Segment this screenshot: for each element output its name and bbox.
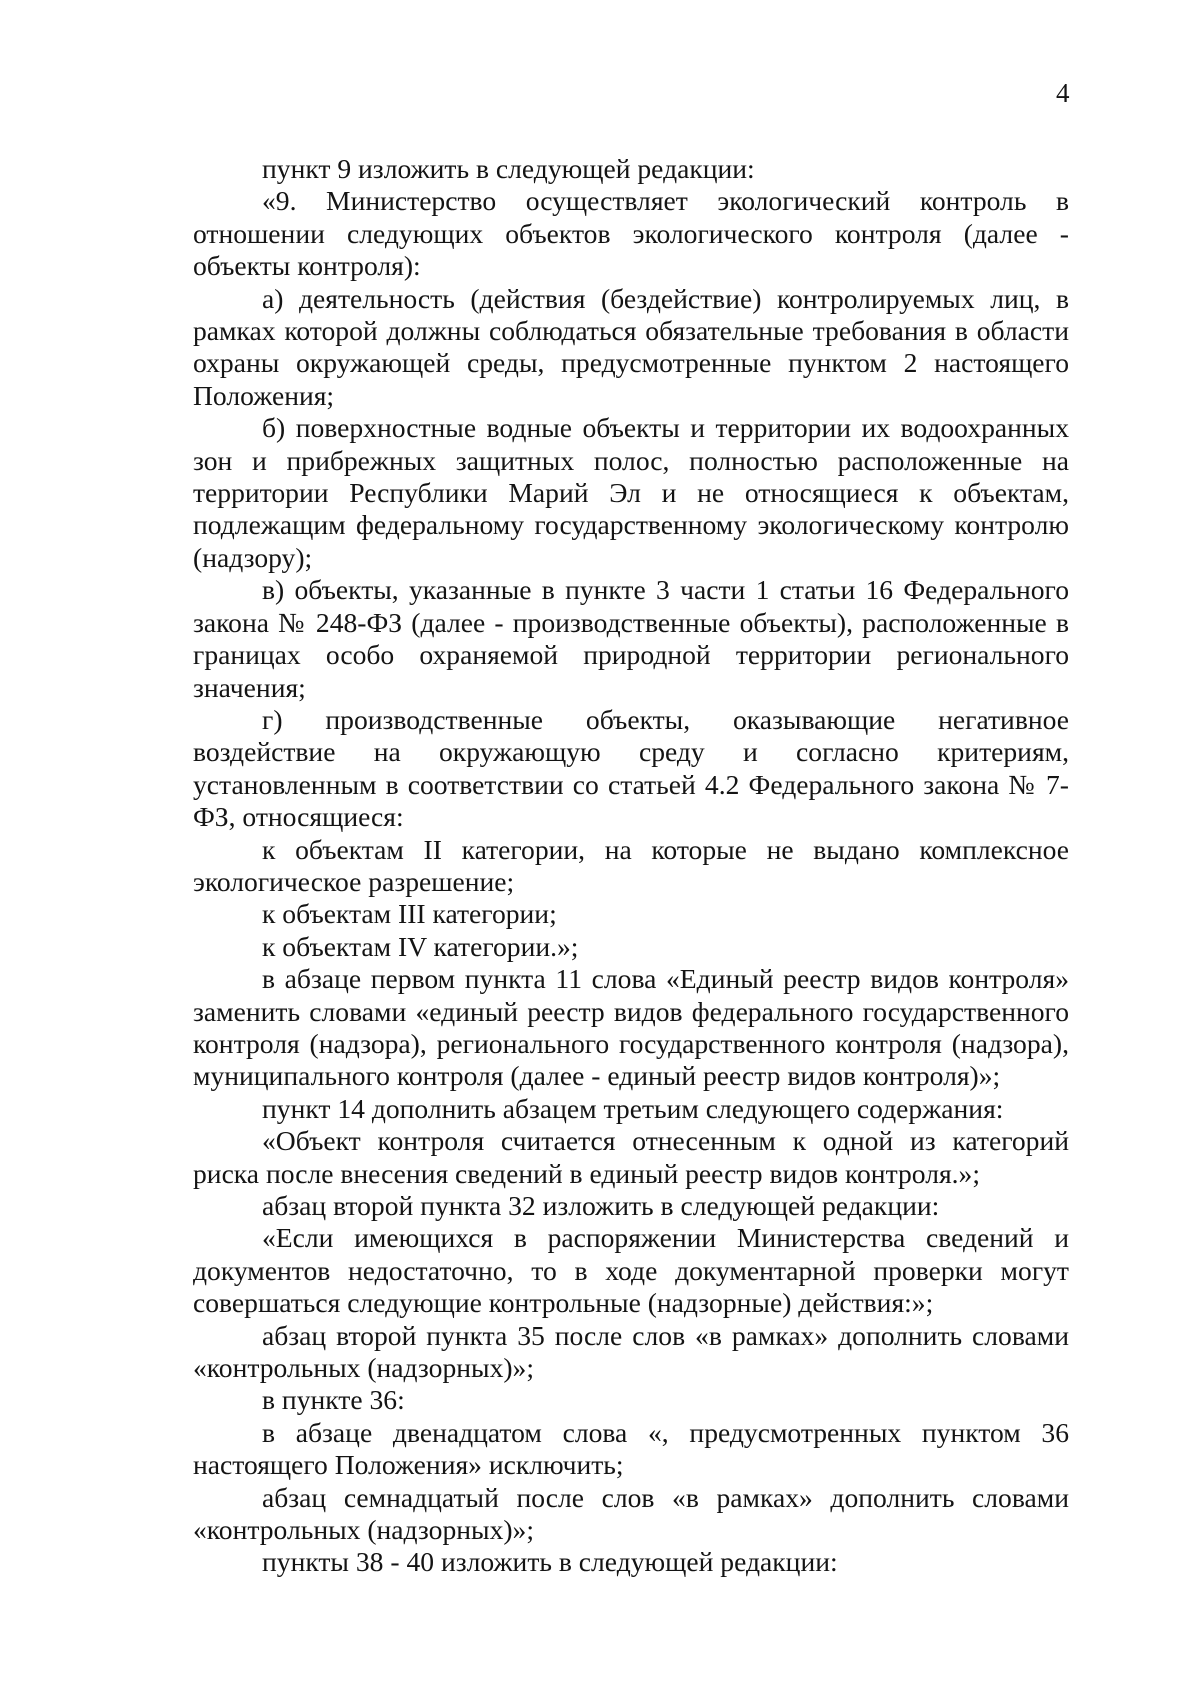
paragraph-item-9-main: «9. Министерство осуществляет экологический контроль в отношении следующих объектов экологического контроля (далее - объекты контроля):: [193, 185, 1069, 282]
paragraph-item-14: пункт 14 дополнить абзацем третьим следующего содержания:: [262, 1092, 1004, 1124]
paragraph-category-2: к объектам II категории, на которые не выдано комплексное экологическое разрешение;: [193, 833, 1069, 897]
paragraph-item-14-text: «Объект контроля считается отнесенным к одной из категорий риска после внесения сведений в единый реестр видов контроля.»;: [193, 1125, 1069, 1189]
paragraph-subitem-a: а) деятельность (действия (бездействие) контролируемых лиц, в рамках которой должны соблюдаться обязательные требования в области охраны окружающей среды, предусмотренные пунктом 2 настоящего Положения;: [193, 282, 1069, 411]
paragraph-item-11: в абзаце первом пункта 11 слова «Единый реестр видов контроля» заменить словами «единый реестр видов федерального государственного контроля (надзора), регионального государственного контроля (надзора), муниципального контроля (далее - единый реестр видов контроля)»;: [193, 963, 1069, 1092]
paragraph-category-4: к объектам IV категории.»;: [262, 930, 579, 962]
page-number: 4: [1056, 78, 1070, 108]
paragraph-items-38-40: пункты 38 - 40 изложить в следующей редакции:: [262, 1546, 838, 1578]
paragraph-category-3: к объектам III категории;: [262, 898, 557, 930]
paragraph-item-32: абзац второй пункта 32 изложить в следующей редакции:: [262, 1190, 940, 1221]
paragraph-item-35: абзац второй пункта 35 после слов «в рамках» дополнить словами «контрольных (надзорных)»;: [193, 1319, 1069, 1384]
paragraph-item-32-text: «Если имеющихся в распоряжении Министерства сведений и документов недостаточно, то в ходе документарной проверки могут совершаться следующие контрольные (надзорные) действия:»;: [193, 1222, 1069, 1319]
paragraph-subitem-b: б) поверхностные водные объекты и территории их водоохранных зон и прибрежных защитных полос, полностью расположенные на территории Республики Марий Эл и не относящиеся к объектам, подлежащим федеральному государственному экологическому контролю (надзору);: [193, 412, 1069, 573]
paragraph-item-9-intro: пункт 9 изложить в следующей редакции:: [262, 153, 755, 184]
paragraph-item-36: в пункте 36:: [262, 1384, 405, 1416]
paragraph-subitem-g: г) производственные объекты, оказывающие негативное воздействие на окружающую среду и согласно критериям, установленным в соответствии со статьей 4.2 Федерального закона № 7-ФЗ, относящиеся:: [193, 703, 1069, 833]
document-body: [193, 153, 1069, 1579]
paragraph-item-36-seventeenth: абзац семнадцатый после слов «в рамках» дополнить словами «контрольных (надзорных)»;: [193, 1481, 1069, 1546]
paragraph-subitem-v: в) объекты, указанные в пункте 3 части 1 статьи 16 Федерального закона № 248-ФЗ (далее - производственные объекты), расположенные в границах особо охраняемой природной территории регионального значения;: [193, 574, 1069, 703]
paragraph-item-36-twelfth: в абзаце двенадцатом слова «, предусмотренных пунктом 36 настоящего Положения» исключить;: [193, 1416, 1069, 1481]
